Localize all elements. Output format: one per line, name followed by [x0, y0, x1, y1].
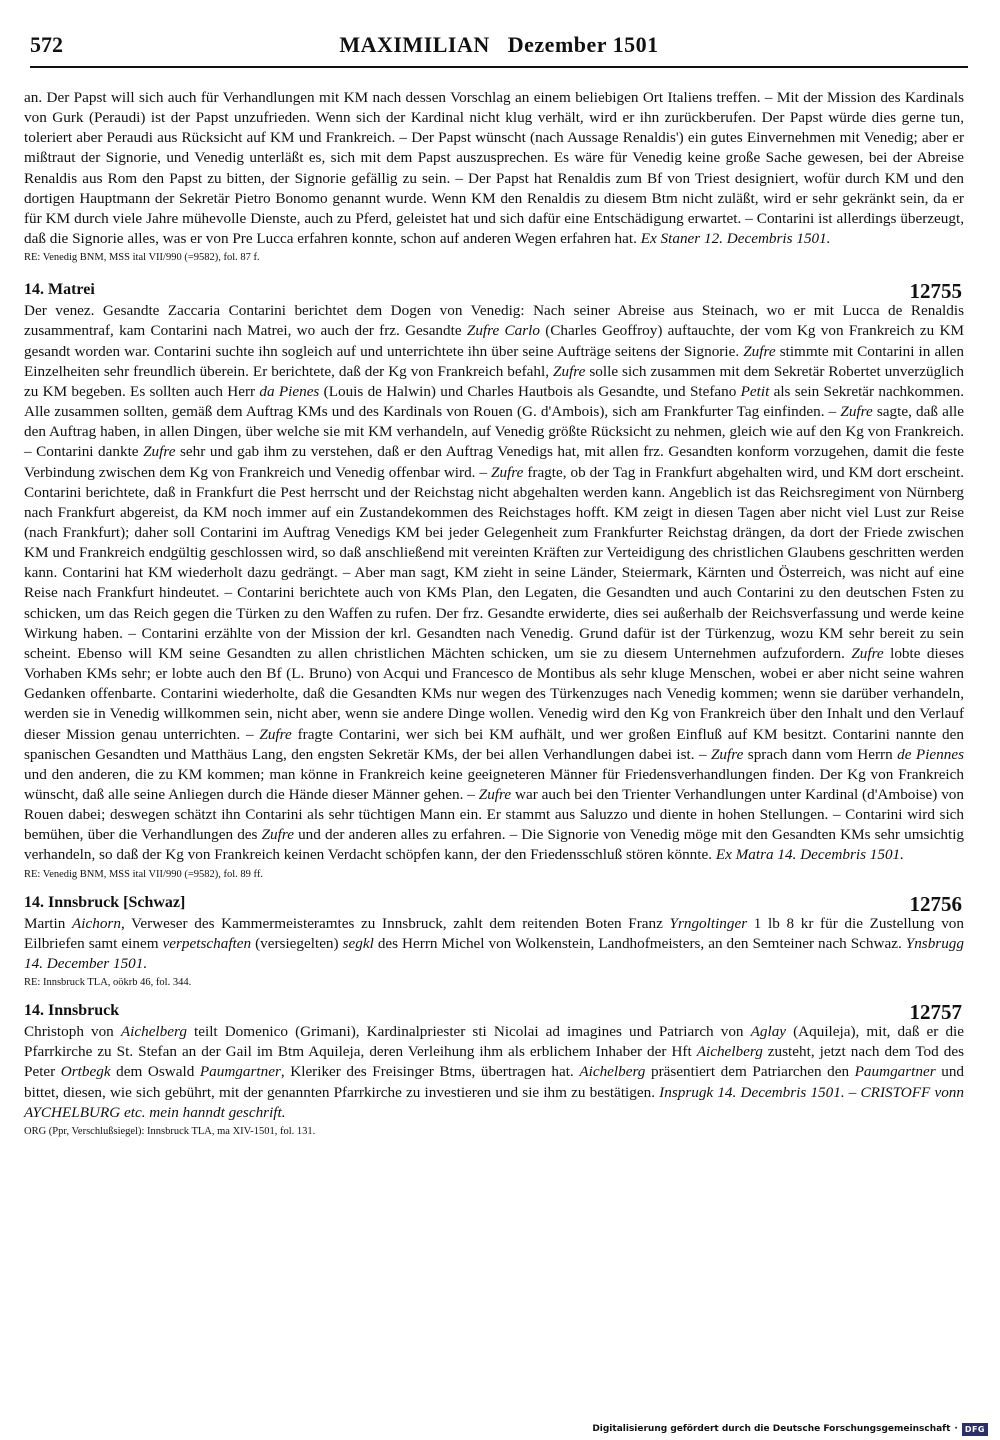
entry-place: 14. Innsbruck [Schwaz] — [24, 893, 186, 911]
entry-12756 — [24, 892, 964, 990]
footer-credit: Digitalisierung gefördert durch die Deutsche Forschungsgemeinschaft — [592, 1424, 951, 1434]
entry-source: RE: Venedig BNM, MSS ital VII/990 (=9582), fol. 89 ff. — [24, 868, 263, 880]
entry-heading — [24, 892, 964, 914]
entry-heading — [24, 1000, 964, 1025]
page-header — [30, 32, 968, 68]
entry-heading — [24, 279, 964, 304]
running-title: MAXIMILIAN Dezember 1501 — [339, 32, 659, 57]
entry-place: 14. Matrei — [24, 281, 95, 299]
entry-number: 12756 — [909, 891, 962, 916]
entry-source: RE: Innsbruck TLA, oökrb 46, fol. 344. — [24, 977, 192, 989]
entry-number: 12755 — [909, 279, 962, 304]
entry-text: Der venez. Gesandte Zaccaria Contarini berichtet dem Dogen von Venedig: Nach seiner Abreise aus Steinach, wo er mit Lucca de Renaldis zusammentraf, kam Contarini nach Matrei, wo auch der frz. Gesandte Zufre Carlo (Charles Geoffroy) auftauchte, der vom Kg von Frankreich zu KM gesandt worden war. Contarini suchte ihn sogleich auf und unterrichtete ihn über seine Aufträge seitens der Signorie. Zufre stimmte mit Contarini in allen Einzelheiten sehr freundlich überein. Er berichtete, daß der Kg von Frankreich befahl, Zufre solle sich zusammen mit dem Sekretär Robertet unverzüglich zu KM begeben. Es sollten auch Herr da Pienes (Louis de Halwin) und Charles Hautbois als Gesandte, und Stefano Petit als sein Sekretär nachkommen. Alle zusammen sollten, gemäß dem Auftrag KMs und des Kardinals von Rouen (G. d'Ambois), sich am Frankfurter Tag einfinden. – Zufre sagte, daß alle den Auftrag haben, in allen Dingen, über welche sie mit KM verhandeln, auf Venedig größte Rücksicht zu nehmen, gleich wie auf den Kg von Frankreich. – Contarini dankte Zufre sehr und gab ihm zu verstehen, daß er den Auftrag Venedigs hat, mit allen frz. Gesandten konform vorzugehen, damit die feste Verbindung zwischen dem Kg von Frankreich und Venedig offenbar wird. – Zufre fragte, ob der Tag in Frankfurt abgehalten wird, und KM dort erscheint. Contarini berichtete, daß in Frankfurt die Pest herrscht und der Reichstag nicht abgehalten werden kann. Angeblich ist das Reichsregiment von Nürnberg nach Frankfurt abgereist, da KM noch immer auf ein Zustandekommen des Reichstages hofft. KM zeigt in diesen Tagen aber nicht viel Lust zur Reise (nach Frankfurt); daher soll Contarini im Auftrag Venedigs KM bei jeder Gelegenheit zum Frankfurter Reichstag drängen, da dort der Friede zwischen KM und Frankreich endgültig geschlossen wird, so daß anschließend mit vereinten Kräften zur Verteidigung des christlichen Glaubens geschritten werden kann. Contarini hat KM wiederholt dazu gedrängt. – Aber man sagt, KM zieht in seine Länder, Steiermark, Kärnten und Österreich, was nicht auf eine Reise nach Frankfurt hindeutet. – Contarini berichtete auch von KMs Plan, den Legaten, die Gesandten und auch Contarini zu den deutschen Fsten zu schicken, um das Reich gegen die Türken zu den Waffen zu rufen. Der frz. Gesandte erwiderte, dies sei außerhalb der Reichsverfassung und werde keine Wirkung haben. – Contarini erzählte von der Mission der krl. Gesandten nach Venedig. Grund dafür ist der Türkenzug, wozu KM sehr bereit zu sein scheint. Ebenso will KM seine Gesandten zu allen christlichen Mächten schicken, um sie zu diesem Unternehmen aufzufordern. Zufre lobte dieses Vorhaben KMs sehr; er lobte auch den Bf (L. Bruno) von Acqui und Francesco de Montibus als sehr kluge Menschen, wobei er aber nicht seine wahren Gedanken offenbarte. Contarini wiederholte, daß die Gesandten KMs nur wegen des Türkenzuges nach Venedig kommen; wenn sie darüber verhandeln, werden sie in Venedig willkommen sein, nicht aber, wenn sie andere Dinge wollen. Venedig wird den Kg von Frankreich über den Inhalt und den Verlauf dieser Mission genau unterrichten. – Zufre fragte Contarini, wer sich bei KM aufhält, und wer großen Einfluß auf KM besitzt. Contarini nannte den spanischen Gesandten und Matthäus Lang, den engsten Sekretär KMs, der bei allen Verhandlungen dabei ist. – Zufre sprach dann vom Herrn de Piennes und den anderen, die zu KM kommen; man könne in Frankreich keine geeigneteren Männer für Friedensverhandlungen finden. Der Kg von Frankreich wünscht, daß alle seine Anliegen durch die Hände dieser Männer gehen. – Zufre war auch bei den Trienter Verhandlungen unter Kardinal (d'Amboise) von Rouen dabei; deswegen schätzt ihn Contarini als sehr tüchtigen Mann ein. Er stammt aus Saluzzo und diente in hohen Stellungen. – Contarini wird sich bemühen, über die Verhandlungen des Zufre und der anderen alles zu erfahren. – Die Signorie von Venedig möge mit den Gesandten KMs sehr umsichtig verhandeln, so daß der Kg von Frankreich keinen Verdacht schöpfen kann, der den Friedensschluß stören könnte. Ex Matra 14. Decembris 1501. — [24, 302, 965, 864]
entry-place: 14. Innsbruck — [24, 1002, 120, 1020]
entry-12757 — [24, 1000, 964, 1139]
entry-12755 — [24, 279, 964, 881]
page-footer: Digitalisierung gefördert durch die Deutsche Forschungsgemeinschaft · DFG — [592, 1421, 988, 1437]
entry-source: ORG (Ppr, Verschlußsiegel): Innsbruck TLA, ma XIV-1501, fol. 131. — [24, 1125, 316, 1137]
dfg-logo: DFG — [962, 1423, 988, 1436]
entry-number: 12757 — [909, 1000, 962, 1025]
page-content — [24, 88, 964, 1139]
continuation-source: RE: Venedig BNM, MSS ital VII/990 (=9582), fol. 87 f. — [24, 252, 260, 264]
continuation-text: an. Der Papst will sich auch für Verhandlungen mit KM nach dessen Vorschlag an einem beliebigen Ort Italiens treffen. – Mit der Mission des Kardinals von Gurk (Peraudi) ist der Papst unzufrieden. Wenn sich der Kardinal nicht klug verhält, wird er ihn zurückberufen. Der Papst würde dies gerne tun, toleriert aber Peraudi aus Rücksicht auf KM und Frankreich. – Der Papst wünscht (nach Aussage Renaldis') ein gutes Einvernehmen mit Venedig; aber er mißtraut der Signorie, und Venedig unterläßt es, sich mit dem Papst auszusprechen. Es wäre für Venedig keine große Sache gewesen, bei der Abreise Renaldis aus Rom den Papst zu bitten, der Signorie gefällig zu sein. – Der Papst hat Renaldis zum Bf von Triest designiert, wofür durch KM und den dortigen Hauptmann der Sekretär Pietro Bonomo genannt wurde. Wenn KM den Renaldis zu diesem Btm nicht zuläßt, wird er sehr gekränkt sein, da er für KM durch viele Jahre mühevolle Dienste, auch zu Pferd, geleistet hat und sich dafür eine Entschädigung erwartet. – Contarini ist allerdings überzeugt, daß die Signorie alles, was er von Pre Lucca erfahren konnte, schon auf anderen Wegen erfahren hat. Ex Staner 12. Decembris 1501. — [24, 89, 964, 248]
page-number: 572 — [30, 32, 63, 57]
entry-text: Christoph von Aichelberg teilt Domenico (Grimani), Kardinalpriester sti Nicolai ad imagines und Patriarch von Aglay (Aquileja), mit, daß er die Pfarrkirche zu St. Stefan an der Gail im Btm Aquileja, deren Verleihung ihm als erblichem Inhaber der Hft Aichelberg zusteht, jetzt nach dem Tod des Peter Ortbegk dem Oswald Paumgartner, Kleriker des Freisinger Btms, übertragen hat. Aichelberg präsentiert dem Patriarchen den Paumgartner und bittet, diesen, wie sich gebührt, mit der genannten Pfarrkirche zu investieren und sie ihm zu bestätigen. Insprugk 14. Decembris 1501. – CRISTOFF vonn AYCHELBURG etc. mein hanndt geschrift. — [24, 1023, 965, 1121]
entry-text: Martin Aichorn, Verweser des Kammermeisteramtes zu Innsbruck, zahlt dem reitenden Boten Franz Yrngoltinger 1 lb 8 kr für die Zustellung von Eilbriefen samt einem verpetschaften (versiegelten) segkl des Herrn Michel von Wolkenstein, Landhofmeisters, an den Semteiner nach Schwaz. Ynsbrugg 14. December 1501. — [24, 914, 964, 972]
continuation-closing: Ex Staner 12. Decembris 1501. — [640, 230, 831, 248]
continuation-entry — [24, 88, 964, 265]
